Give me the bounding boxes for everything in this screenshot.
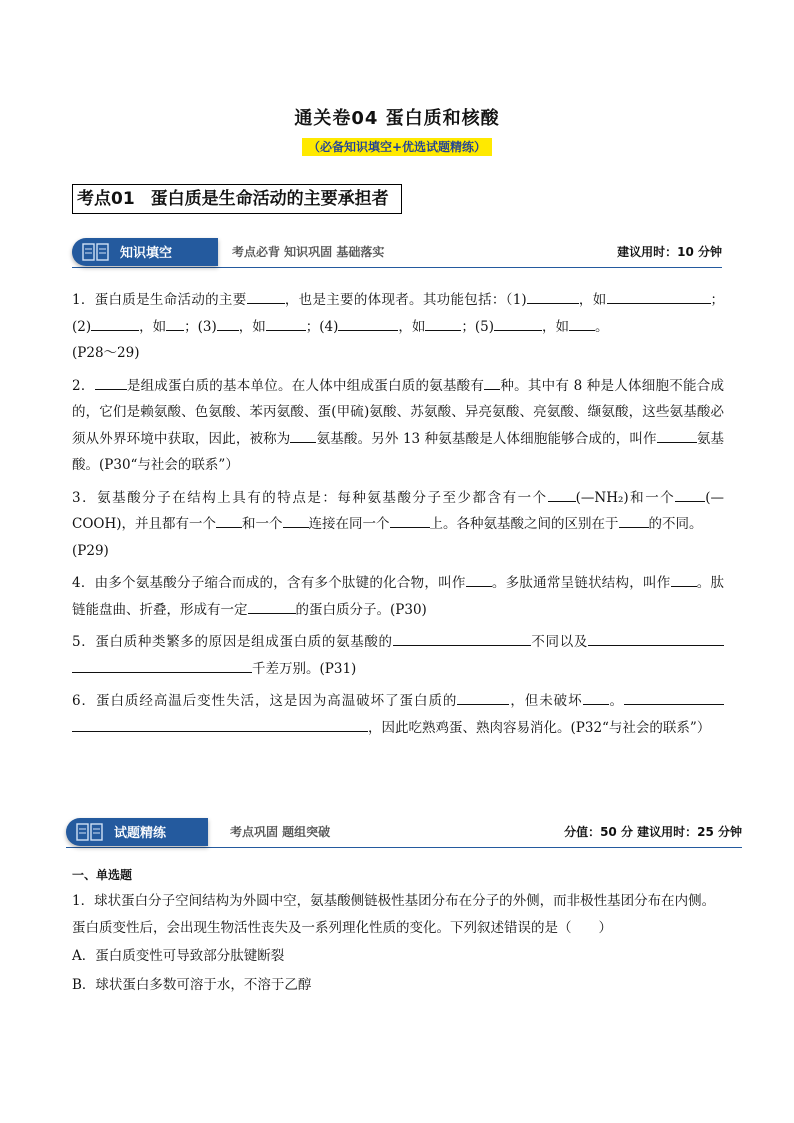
knowledge-slogan: 考点必背 知识巩固 基础落实 bbox=[232, 245, 385, 259]
practice-banner bbox=[66, 812, 742, 852]
practice-slogan: 考点巩固 题组突破 bbox=[230, 825, 331, 839]
kaodian-title: 蛋白质是生命活动的主要承担者 bbox=[150, 189, 389, 209]
page-title: 通关卷04 蛋白质和核酸 bbox=[294, 108, 500, 129]
section-heading: 一、单选题 bbox=[72, 868, 133, 882]
fill-question-6: 6．蛋白质经高温后变性失活，这是因为高温破坏了蛋白质的 ，但未破坏 。，因此吃熟鸡蛋、熟肉容易消化。(P32“与社会的联系”） bbox=[72, 688, 724, 741]
book-icon bbox=[82, 243, 110, 261]
fill-question-3: 3．氨基酸分子在结构上具有的特点是：每种氨基酸分子至少都含有一个 (—NH₂)和一个 (—COOH)，并且都有一个 和一个 连接在同一个 上。各种氨基酸之间的区别在于 的不同。 (P29) bbox=[72, 485, 724, 565]
mc-question-1-text: 1．球状蛋白分子空间结构为外圆中空，氨基酸侧链极性基团分布在分子的外侧，而非极性基团分布在内侧。 蛋白质变性后，会出现生物活性丧失及一系列理化性质的变化。下列叙述错误的是（ ） bbox=[72, 893, 716, 936]
knowledge-tab-label: 知识填空 bbox=[120, 246, 173, 261]
kaodian-box bbox=[72, 184, 402, 214]
practice-tab bbox=[66, 818, 208, 846]
fill-question-4: 4．由多个氨基酸分子缩合而成的，含有多个肽键的化合物，叫作 。多肽通常呈链状结构，叫作 。肽链能盘曲、折叠，形成有一定 的蛋白质分子。(P30) bbox=[72, 570, 724, 623]
banner-rule bbox=[66, 847, 742, 848]
practice-tab-label: 试题精练 bbox=[114, 826, 167, 841]
knowledge-tab bbox=[72, 238, 218, 266]
practice-score-time: 分值：50 分 建议用时：25 分钟 bbox=[564, 825, 742, 839]
fill-question-1: 1．蛋白质是生命活动的主要 ，也是主要的体现者。其功能包括：（1) ，如 ；(2) ，如 ；(3) ，如 ；(4) ，如 ；(5) ，如 。 (P28～29) bbox=[72, 287, 724, 367]
knowledge-time: 建议用时：10 分钟 bbox=[617, 245, 722, 259]
fill-question-5: 5．蛋白质种类繁多的原因是组成蛋白质的氨基酸的 不同以及千差万别。(P31) bbox=[72, 629, 724, 682]
kaodian-number: 考点01 bbox=[77, 189, 135, 209]
option-b: B．球状蛋白多数可溶于水，不溶于乙醇 bbox=[72, 976, 312, 993]
knowledge-banner bbox=[72, 232, 722, 272]
option-a: A．蛋白质变性可导致部分肽键断裂 bbox=[72, 948, 285, 964]
fill-questions bbox=[72, 287, 724, 747]
fill-question-2: 2． 是组成蛋白质的基本单位。在人体中组成蛋白质的氨基酸有 种。其中有 8 种是人体细胞不能合成的，它们是赖氨酸、色氨酸、苯丙氨酸、蛋(甲硫)氨酸、苏氨酸、异亮氨酸、亮氨酸、缬氨酸，这些氨基酸必须从外界环境中获取，因此，被称为 氨基酸。另外 13 种氨基酸是人体细胞能够合成的，叫作 氨基酸。(P30“与社会的联系”） bbox=[72, 373, 724, 479]
page-subtitle: （必备知识填空+优选试题精练） bbox=[0, 138, 794, 155]
book-icon bbox=[76, 823, 104, 841]
banner-rule bbox=[72, 267, 722, 268]
mc-question-1 bbox=[72, 888, 724, 998]
